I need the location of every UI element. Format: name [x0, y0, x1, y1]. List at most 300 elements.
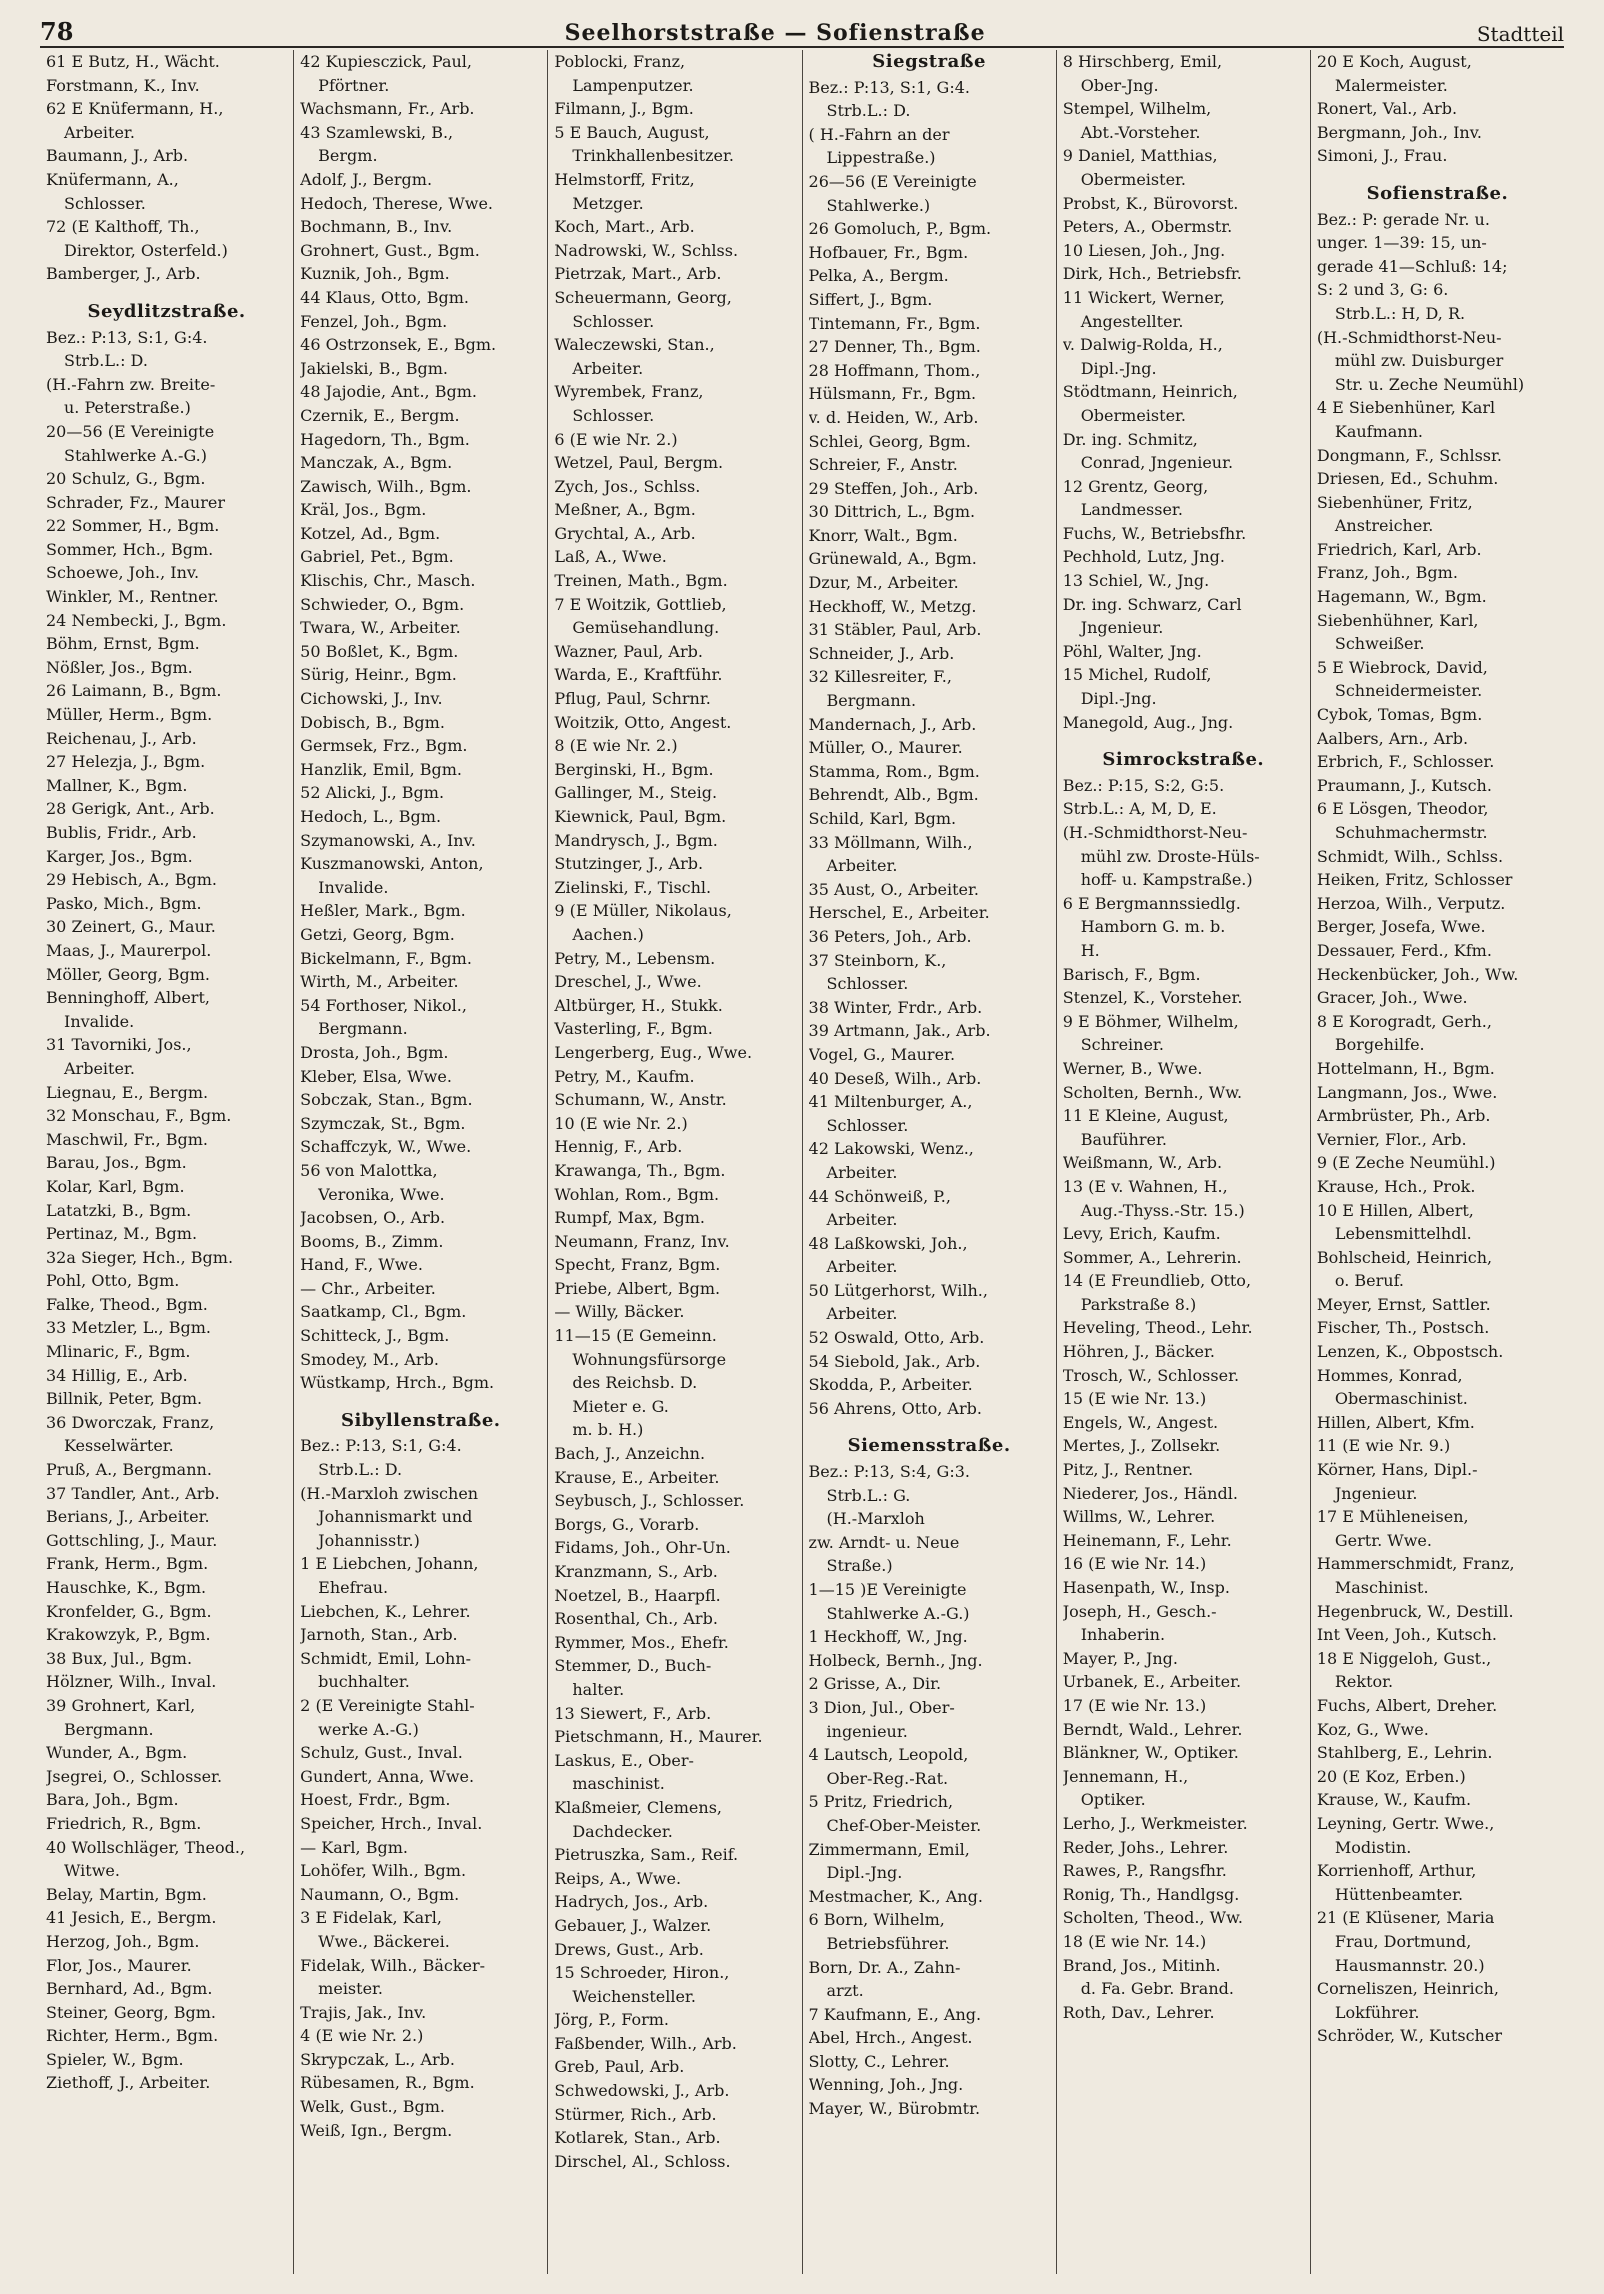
- directory-entry: 31 Tavorniki, Jos.,: [46, 1035, 192, 1055]
- directory-entry: Fuchs, W., Betriebsfhr.: [1062, 523, 1247, 543]
- directory-entry: Stödtmann, Heinrich,: [1062, 382, 1238, 402]
- directory-entry: Herschel, E., Arbeiter.: [808, 903, 990, 923]
- directory-entry: Veronika, Wwe.: [318, 1184, 445, 1204]
- directory-entry: Stahlwerke A.-G.): [826, 1603, 970, 1623]
- directory-entry: 1—15 )E Vereinigte: [808, 1580, 967, 1599]
- directory-entry: Meßner, A., Bgm.: [554, 500, 696, 520]
- directory-entry: Gracer, Joh., Wwe.: [1316, 988, 1468, 1008]
- directory-entry: Hagedorn, Th., Bgm.: [300, 429, 470, 449]
- directory-entry: Greb, Paul, Arb.: [554, 2057, 685, 2077]
- directory-entry: Speicher, Hrch., Inval.: [300, 1813, 483, 1833]
- column-1: [40, 50, 294, 2274]
- directory-entry: Maschwil, Fr., Bgm.: [46, 1129, 209, 1149]
- directory-entry: Jennemann, H.,: [1062, 1766, 1189, 1786]
- directory-entry: Grünewald, A., Bgm.: [808, 549, 977, 569]
- directory-entry: Stutzinger, J., Arb.: [554, 854, 704, 874]
- directory-entry: Hülsmann, Fr., Bgm.: [808, 384, 977, 404]
- street-heading: Siegstraße: [872, 51, 986, 72]
- directory-entry: Knorr, Walt., Bgm.: [808, 525, 958, 545]
- directory-entry: Krause, Hch., Prok.: [1316, 1176, 1476, 1196]
- directory-entry: Ober-Jng.: [1080, 75, 1159, 95]
- directory-entry: Siebenhüner, Fritz,: [1316, 492, 1473, 512]
- directory-entry: Smodey, M., Arb.: [300, 1349, 439, 1369]
- directory-entry: Falke, Theod., Bgm.: [46, 1294, 208, 1314]
- directory-entry: 32 Killesreiter, F.,: [808, 667, 952, 687]
- directory-entry: Kotzel, Ad., Bgm.: [300, 523, 441, 543]
- directory-entry: 26 Gomoluch, P., Bgm.: [808, 219, 992, 239]
- directory-entry: Kranzmann, S., Arb.: [554, 1562, 718, 1581]
- directory-entry: 42 Lakowski, Wenz.,: [808, 1139, 974, 1159]
- directory-entry: Krakowzyk, P., Bgm.: [46, 1625, 211, 1645]
- directory-entry: Booms, B., Zimm.: [300, 1231, 444, 1251]
- directory-entry: Arbeiter.: [572, 358, 644, 378]
- street-heading: Siemensstraße.: [847, 1435, 1011, 1457]
- directory-entry: Meyer, Ernst, Sattler.: [1316, 1294, 1491, 1314]
- directory-entry: Praumann, J., Kutsch.: [1316, 775, 1492, 795]
- directory-entry: Strb.L.: D.: [318, 1460, 403, 1480]
- directory-entry: Pertinaz, M., Bgm.: [46, 1224, 198, 1244]
- directory-entry: Jacobsen, O., Arb.: [300, 1208, 446, 1228]
- directory-entry: v. d. Heiden, W., Arb.: [808, 407, 979, 427]
- directory-entry: Körner, Hans, Dipl.-: [1316, 1460, 1478, 1480]
- directory-entry: Rübesamen, R., Bgm.: [300, 2073, 475, 2093]
- directory-entry: Stemmer, D., Buch-: [554, 1656, 712, 1676]
- directory-entry: Hadrych, Jos., Arb.: [554, 1892, 709, 1912]
- directory-entry: Mayer, P., Jng.: [1062, 1648, 1179, 1668]
- directory-entry: Dr. ing. Schwarz, Carl: [1062, 594, 1242, 614]
- directory-entry: Chef-Ober-Meister.: [826, 1815, 982, 1835]
- directory-entry: 40 Wollschläger, Theod.,: [46, 1837, 246, 1857]
- directory-entry: Lengerberg, Eug., Wwe.: [554, 1042, 753, 1062]
- directory-entry: Benninghoff, Albert,: [46, 988, 210, 1008]
- directory-entry: Dzur, M., Arbeiter.: [808, 573, 959, 593]
- directory-entry: Pasko, Mich., Bgm.: [46, 893, 202, 913]
- street-heading: Simrockstraße.: [1102, 749, 1265, 771]
- directory-entry: Jörg, P., Form.: [554, 2010, 669, 2030]
- directory-entry: Koch, Mart., Arb.: [554, 217, 695, 237]
- directory-entry: Obermeister.: [1080, 405, 1187, 425]
- directory-entry: Rymmer, Mos., Ehefr.: [554, 1632, 729, 1652]
- directory-entry: Bez.: P:13, S:1, G:4.: [808, 77, 970, 97]
- directory-entry: mühl zw. Duisburger: [1334, 351, 1504, 371]
- directory-entry: Billnik, Peter, Bgm.: [46, 1389, 203, 1409]
- directory-entry: 11 (E wie Nr. 9.): [1316, 1436, 1451, 1456]
- directory-entry: Stamma, Rom., Bgm.: [808, 761, 980, 781]
- directory-entry: 22 Sommer, H., Bgm.: [46, 516, 220, 536]
- directory-entry: Bez.: P:13, S:1, G:4.: [46, 327, 208, 347]
- directory-entry: Sürig, Heinr., Bgm.: [300, 665, 457, 685]
- directory-entry: Scheuermann, Georg,: [554, 287, 732, 307]
- directory-entry: Langmann, Jos., Wwe.: [1316, 1082, 1498, 1102]
- directory-entry: Heckenbücker, Joh., Ww.: [1316, 964, 1519, 984]
- directory-entry: m. b. H.): [572, 1420, 644, 1440]
- directory-entry: Wohnungsfürsorge: [572, 1349, 727, 1369]
- directory-entry: 14 (E Freundlieb, Otto,: [1062, 1271, 1252, 1291]
- directory-entry: Pitz, J., Rentner.: [1062, 1460, 1194, 1480]
- directory-entry: 39 Artmann, Jak., Arb.: [808, 1021, 991, 1041]
- directory-entry: Betriebsführer.: [826, 1933, 950, 1953]
- directory-entry: Böhm, Ernst, Bgm.: [46, 634, 200, 654]
- directory-entry: Petry, M., Lebensm.: [554, 948, 716, 968]
- directory-entry: Ober-Reg.-Rat.: [826, 1768, 949, 1788]
- directory-entry: 5 Pritz, Friedrich,: [808, 1792, 954, 1812]
- directory-entry: o. Beruf.: [1334, 1271, 1404, 1291]
- directory-entry: Twara, W., Arbeiter.: [300, 618, 461, 638]
- directory-entry: 48 Jajodie, Ant., Bgm.: [300, 382, 477, 402]
- directory-entry: Sommer, A., Lehrerin.: [1062, 1247, 1242, 1267]
- directory-entry: 3 E Fidelak, Karl,: [300, 1908, 442, 1928]
- directory-entry: Hommes, Konrad,: [1316, 1365, 1463, 1385]
- directory-entry: Hausmannstr. 20.): [1334, 1955, 1485, 1975]
- directory-entry: Fenzel, Joh., Bgm.: [300, 311, 448, 331]
- directory-entry: Lohöfer, Wilh., Bgm.: [300, 1861, 467, 1881]
- directory-entry: Fidelak, Wilh., Bäcker-: [300, 1955, 486, 1975]
- directory-entry: 6 (E wie Nr. 2.): [554, 429, 678, 449]
- directory-entry: Schumann, W., Anstr.: [554, 1090, 727, 1110]
- directory-entry: 36 Peters, Joh., Arb.: [808, 926, 972, 946]
- directory-entry: Int Veen, Joh., Kutsch.: [1316, 1625, 1498, 1645]
- directory-entry: Gundert, Anna, Wwe.: [300, 1766, 475, 1786]
- directory-entry: Schmidt, Emil, Lohn-: [300, 1648, 472, 1668]
- directory-entry: Bernhard, Ad., Bgm.: [46, 1979, 213, 1999]
- directory-entry: 10 Liesen, Joh., Jng.: [1062, 240, 1226, 260]
- directory-entry: Cichowski, J., Inv.: [300, 689, 443, 709]
- directory-entry: Saatkamp, Cl., Bgm.: [300, 1302, 467, 1322]
- directory-entry: Friedrich, R., Bgm.: [46, 1813, 202, 1833]
- directory-entry: Müller, O., Maurer.: [808, 738, 963, 758]
- directory-entry: Lampenputzer.: [572, 75, 694, 95]
- directory-entry: Schmidt, Wilh., Schlss.: [1316, 846, 1504, 866]
- directory-entry: (H.-Schmidthorst-Neu-: [1062, 823, 1248, 842]
- directory-entry: meister.: [318, 1979, 384, 1999]
- directory-entry: Krause, E., Arbeiter.: [554, 1467, 720, 1487]
- directory-entry: Bez.: P:15, S:2, G:5.: [1062, 775, 1225, 795]
- directory-entry: Stempel, Wilhelm,: [1062, 99, 1212, 119]
- directory-entry: 8 E Korogradt, Gerh.,: [1316, 1011, 1492, 1031]
- directory-entry: Hammerschmidt, Franz,: [1316, 1554, 1515, 1574]
- directory-entry: 37 Steinborn, K.,: [808, 950, 947, 970]
- directory-entry: Dr. ing. Schmitz,: [1062, 429, 1198, 449]
- directory-entry: Pelka, A., Bergm.: [808, 266, 949, 286]
- directory-entry: Höhren, J., Bäcker.: [1062, 1342, 1215, 1362]
- directory-entry: Rektor.: [1334, 1672, 1394, 1692]
- directory-entry: Kotlarek, Stan., Arb.: [554, 2128, 721, 2148]
- directory-entry: Bach, J., Anzeichn.: [554, 1444, 706, 1464]
- directory-entry: Arbeiter.: [826, 1162, 898, 1182]
- directory-entry: Adolf, J., Bergm.: [300, 169, 433, 189]
- directory-entry: Reips, A., Wwe.: [554, 1868, 682, 1888]
- directory-entry: 40 Deseß, Wilh., Arb.: [808, 1068, 982, 1088]
- directory-entry: Gottschling, J., Maur.: [46, 1530, 218, 1550]
- directory-entry: Heiken, Fritz, Schlosser: [1316, 870, 1513, 890]
- directory-entry: 9 (E Müller, Nikolaus,: [554, 901, 732, 921]
- directory-entry: Rumpf, Max, Bgm.: [554, 1208, 706, 1228]
- directory-entry: 4 Lautsch, Leopold,: [808, 1745, 969, 1765]
- directory-entry: 43 Szamlewski, B.,: [300, 122, 454, 142]
- running-right: Stadtteil: [1476, 22, 1564, 46]
- directory-entry: 10 (E wie Nr. 2.): [554, 1113, 688, 1133]
- directory-entry: Gebauer, J., Walzer.: [554, 1915, 712, 1935]
- directory-entry: Siebenhühner, Karl,: [1316, 610, 1479, 630]
- directory-entry: 32 Monschau, F., Bgm.: [46, 1106, 232, 1126]
- directory-entry: Zielinski, F., Tischl.: [554, 877, 712, 897]
- directory-entry: Ziethoff, J., Arbeiter.: [46, 2073, 211, 2093]
- directory-entry: Hofbauer, Fr., Bgm.: [808, 242, 969, 262]
- directory-entry: Schlosser.: [826, 1115, 909, 1135]
- directory-entry: Slotty, C., Lehrer.: [808, 2051, 950, 2071]
- directory-entry: Hölzner, Wilh., Inval.: [46, 1672, 217, 1692]
- directory-entry: mühl zw. Droste-Hüls-: [1080, 846, 1260, 866]
- directory-entry: Szymczak, St., Bgm.: [300, 1113, 466, 1133]
- directory-entry: Klischis, Chr., Masch.: [300, 571, 476, 591]
- column-4: [803, 50, 1057, 2274]
- directory-entry: Hand, F., Wwe.: [300, 1255, 423, 1275]
- directory-entry: Gallinger, M., Steig.: [554, 783, 718, 803]
- directory-entry: 2 Grisse, A., Dir.: [808, 1674, 942, 1694]
- directory-entry: Laß, A., Wwe.: [554, 547, 667, 567]
- directory-entry: Seybusch, J., Schlosser.: [554, 1491, 745, 1511]
- directory-entry: — Karl, Bgm.: [300, 1837, 408, 1857]
- directory-entry: Born, Dr. A., Zahn-: [808, 1957, 961, 1977]
- directory-entry: Zimmermann, Emil,: [808, 1839, 970, 1859]
- directory-entry: Bauführer.: [1080, 1129, 1167, 1149]
- directory-entry: 39 Grohnert, Karl,: [46, 1695, 196, 1715]
- directory-entry: 4 E Siebenhüner, Karl: [1316, 398, 1496, 418]
- directory-entry: Sommer, Hch., Bgm.: [46, 539, 214, 559]
- directory-entry: des Reichsb. D.: [572, 1373, 698, 1393]
- directory-entry: Holbeck, Bernh., Jng.: [808, 1650, 983, 1670]
- directory-entry: Peters, A., Obermstr.: [1062, 217, 1233, 237]
- directory-entry: Karger, Jos., Bgm.: [46, 846, 193, 866]
- directory-entry: Mayer, W., Bürobmtr.: [808, 2099, 981, 2119]
- directory-entry: Joseph, H., Gesch.-: [1062, 1601, 1217, 1621]
- directory-entry: Friedrich, Karl, Arb.: [1316, 539, 1482, 559]
- directory-entry: Frau, Dortmund,: [1334, 1931, 1472, 1951]
- directory-entry: 36 Dworczak, Franz,: [46, 1412, 215, 1432]
- directory-entry: Nadrowski, W., Schlss.: [554, 240, 739, 260]
- directory-entry: Dipl.-Jng.: [826, 1863, 903, 1883]
- directory-entry: Warda, E., Kraftführ.: [554, 665, 723, 685]
- directory-entry: Corneliszen, Heinrich,: [1316, 1979, 1499, 1999]
- directory-entry: Schlosser.: [572, 311, 655, 331]
- directory-entry: Bohlscheid, Heinrich,: [1316, 1247, 1493, 1267]
- directory-entry: 24 Nembecki, J., Bgm.: [46, 610, 227, 630]
- directory-entry: Kronfelder, G., Bgm.: [46, 1601, 212, 1621]
- directory-entry: 62 E Knüfermann, H.,: [46, 99, 224, 119]
- street-heading: Seydlitzstraße.: [87, 300, 246, 322]
- directory-entry: 1 Heckhoff, W., Jng.: [808, 1627, 968, 1647]
- directory-entry: 7 Kaufmann, E., Ang.: [808, 2004, 982, 2024]
- directory-entry: Neumann, Franz, Inv.: [554, 1231, 730, 1251]
- directory-entry: Schneider, J., Arb.: [808, 643, 955, 663]
- directory-entry: Arbeiter.: [826, 856, 898, 876]
- directory-entry: Hauschke, K., Bgm.: [46, 1578, 207, 1597]
- directory-entry: Werner, B., Wwe.: [1062, 1058, 1203, 1078]
- directory-entry: 42 Kupiesczick, Paul,: [300, 52, 472, 71]
- directory-entry: Driesen, Ed., Schuhm.: [1316, 469, 1499, 489]
- directory-entry: 13 (E v. Wahnen, H.,: [1062, 1176, 1228, 1196]
- directory-entry: Invalide.: [64, 1011, 135, 1031]
- directory-entry: Flor, Jos., Maurer.: [46, 1955, 192, 1975]
- directory-entry: 6 Born, Wilhelm,: [808, 1910, 945, 1930]
- directory-entry: Berginski, H., Bgm.: [554, 759, 714, 779]
- directory-entry: 26 Laimann, B., Bgm.: [46, 681, 222, 701]
- directory-entry: 15 Schroeder, Hiron.,: [554, 1963, 730, 1983]
- directory-entry: Germsek, Frz., Bgm.: [300, 736, 468, 756]
- directory-entry: Skodda, P., Arbeiter.: [808, 1375, 973, 1395]
- directory-entry: Siffert, J., Bgm.: [808, 289, 933, 309]
- directory-entry: Faßbender, Wilh., Arb.: [554, 2033, 737, 2053]
- directory-entry: Bara, Joh., Bgm.: [46, 1790, 179, 1810]
- directory-entry: Jarnoth, Stan., Arb.: [300, 1625, 458, 1645]
- directory-entry: Reichenau, J., Arb.: [46, 728, 197, 748]
- directory-entry: zw. Arndt- u. Neue: [808, 1532, 960, 1552]
- directory-entry: Altbürger, H., Stukk.: [554, 995, 723, 1015]
- directory-entry: Pietruszka, Sam., Reif.: [554, 1845, 739, 1865]
- directory-entry: Pietrzak, Mart., Arb.: [554, 264, 722, 284]
- directory-entry: Abt.-Vorsteher.: [1080, 122, 1201, 142]
- directory-entry: halter.: [572, 1679, 625, 1699]
- directory-entry: H.: [1080, 940, 1100, 960]
- directory-entry: Mandernach, J., Arb.: [808, 714, 977, 734]
- directory-entry: Bamberger, J., Arb.: [46, 264, 201, 284]
- directory-entry: 34 Hillig, E., Arb.: [46, 1365, 188, 1385]
- directory-entry: Barau, Jos., Bgm.: [46, 1153, 187, 1173]
- directory-entry: Strb.L.: D.: [826, 101, 911, 121]
- directory-entry: 13 Siewert, F., Arb.: [554, 1703, 712, 1723]
- directory-entry: Liebchen, K., Lehrer.: [300, 1601, 471, 1621]
- directory-entry: Krawanga, Th., Bgm.: [554, 1160, 726, 1180]
- directory-entry: arzt.: [826, 1981, 864, 2001]
- directory-entry: Dongmann, F., Schlssr.: [1316, 445, 1502, 465]
- directory-entry: Berians, J., Arbeiter.: [46, 1507, 210, 1527]
- directory-entry: Mertes, J., Zollsekr.: [1062, 1436, 1221, 1456]
- directory-entry: Stahlberg, E., Lehrin.: [1316, 1743, 1493, 1763]
- directory-entry: Rawes, P., Rangsfhr.: [1062, 1861, 1227, 1881]
- directory-entry: Koz, G., Wwe.: [1316, 1719, 1429, 1739]
- directory-entry: Jakielski, B., Bgm.: [300, 358, 448, 378]
- directory-entry: Schwieder, O., Bgm.: [300, 594, 465, 614]
- directory-entry: Modistin.: [1334, 1837, 1412, 1857]
- directory-entry: Stenzel, K., Vorsteher.: [1062, 988, 1243, 1008]
- directory-entry: 29 Steffen, Joh., Arb.: [808, 478, 979, 498]
- directory-entry: 26—56 (E Vereinigte: [808, 171, 977, 191]
- directory-entry: Korrienhoff, Arthur,: [1316, 1861, 1477, 1881]
- directory-entry: 10 E Hillen, Albert,: [1316, 1200, 1474, 1220]
- directory-entry: 18 (E wie Nr. 14.): [1062, 1931, 1207, 1951]
- directory-entry: 3 Dion, Jul., Ober-: [808, 1697, 955, 1717]
- directory-entry: Schreiner.: [1080, 1035, 1164, 1055]
- directory-entry: Levy, Erich, Kaufm.: [1062, 1224, 1221, 1244]
- directory-entry: Ehefrau.: [318, 1578, 389, 1597]
- directory-entry: Pflug, Paul, Schrnr.: [554, 689, 711, 709]
- directory-entry: Kleber, Elsa, Wwe.: [300, 1066, 452, 1086]
- directory-entry: 20 E Koch, August,: [1316, 52, 1472, 71]
- directory-entry: buchhalter.: [318, 1672, 410, 1692]
- directory-entry: Szymanowski, A., Inv.: [300, 830, 476, 850]
- directory-entry: Mallner, K., Bgm.: [46, 775, 188, 795]
- directory-entry: 54 Siebold, Jak., Arb.: [808, 1351, 981, 1371]
- directory-entry: Hanzlik, Emil, Bgm.: [300, 759, 463, 779]
- directory-entry: 37 Tandler, Ant., Arb.: [46, 1483, 220, 1503]
- directory-entry: Arbeiter.: [826, 1257, 898, 1277]
- directory-entry: Zawisch, Wilh., Bgm.: [300, 476, 472, 496]
- directory-entry: 4 (E wie Nr. 2.): [300, 2026, 424, 2046]
- directory-entry: Lenzen, K., Obpostsch.: [1316, 1342, 1504, 1362]
- directory-entry: Gertr. Wwe.: [1334, 1530, 1432, 1550]
- directory-entry: Aachen.): [572, 924, 644, 944]
- directory-entry: 16 (E wie Nr. 14.): [1062, 1554, 1207, 1574]
- directory-entry: Abel, Hrch., Angest.: [808, 2028, 973, 2048]
- directory-entry: 50 Boßlet, K., Bgm.: [300, 641, 459, 661]
- directory-entry: — Willy, Bäcker.: [554, 1302, 685, 1322]
- directory-entry: Hoest, Frdr., Bgm.: [300, 1790, 451, 1810]
- directory-entry: Borgehilfe.: [1334, 1035, 1425, 1055]
- directory-entry: ingenieur.: [826, 1721, 908, 1741]
- directory-entry: 52 Alicki, J., Bgm.: [300, 783, 445, 803]
- directory-entry: Tintemann, Fr., Bgm.: [808, 313, 981, 333]
- directory-entry: gerade 41—Schluß: 14;: [1316, 256, 1508, 276]
- directory-entry: Schlosser.: [826, 974, 909, 994]
- directory-entry: S: 2 und 3, G: 6.: [1316, 280, 1449, 300]
- directory-entry: 1 E Liebchen, Johann,: [300, 1554, 479, 1574]
- directory-entry: Franz, Joh., Bgm.: [1316, 563, 1458, 583]
- directory-entry: Jngenieur.: [1080, 618, 1164, 638]
- directory-entry: Arbeiter.: [826, 1210, 898, 1230]
- directory-entry: 13 Schiel, W., Jng.: [1062, 571, 1210, 591]
- directory-entry: (H.-Fahrn zw. Breite-: [46, 374, 216, 394]
- directory-entry: Aalbers, Arn., Arb.: [1316, 728, 1469, 748]
- directory-entry: Lippestraße.): [826, 148, 936, 168]
- directory-entry: Brand, Jos., Mitinh.: [1062, 1955, 1221, 1975]
- directory-entry: Manczak, A., Bgm.: [300, 453, 453, 473]
- directory-entry: Probst, K., Bürovorst.: [1062, 193, 1239, 213]
- directory-entry: Malermeister.: [1334, 75, 1448, 95]
- directory-entry: 56 Ahrens, Otto, Arb.: [808, 1398, 982, 1418]
- directory-entry: Leyning, Gertr. Wwe.,: [1316, 1813, 1495, 1833]
- directory-entry: 17 E Mühleneisen,: [1316, 1507, 1469, 1527]
- directory-entry: Baumann, J., Arb.: [46, 146, 189, 166]
- directory-entry: 38 Winter, Frdr., Arb.: [808, 997, 983, 1017]
- directory-entry: Pechhold, Lutz, Jng.: [1062, 547, 1225, 567]
- directory-entry: Schlosser.: [64, 193, 146, 213]
- directory-entry: Schoewe, Joh., Inv.: [46, 563, 200, 583]
- street-heading: Sibyllenstraße.: [340, 1409, 501, 1431]
- directory-entry: Poblocki, Franz,: [554, 52, 686, 71]
- directory-entry: Naumann, O., Bgm.: [300, 1884, 460, 1904]
- directory-entry: Maschinist.: [1334, 1578, 1429, 1597]
- directory-entry: Anstreicher.: [1334, 516, 1434, 536]
- directory-entry: Wazner, Paul, Arb.: [554, 641, 703, 661]
- directory-entry: — Chr., Arbeiter.: [300, 1278, 436, 1298]
- directory-entry: Lebensmittelhdl.: [1334, 1224, 1472, 1244]
- directory-entry: Ronig, Th., Handlgsg.: [1062, 1884, 1240, 1904]
- directory-entry: Hottelmann, H., Bgm.: [1316, 1058, 1495, 1078]
- running-title: Seelhorststraße — Sofienstraße: [564, 20, 986, 46]
- directory-entry: 44 Schönweiß, P.,: [808, 1186, 951, 1206]
- directory-entry: Strb.L.: A, M, D, E.: [1062, 799, 1217, 819]
- directory-entry: Dreschel, J., Wwe.: [554, 972, 702, 992]
- directory-entry: Drews, Gust., Arb.: [554, 1939, 704, 1959]
- directory-entry: Treinen, Math., Bgm.: [554, 571, 728, 591]
- directory-entry: Ronert, Val., Arb.: [1316, 99, 1458, 119]
- directory-entry: Wirth, M., Arbeiter.: [300, 972, 459, 992]
- directory-entry: Weißmann, W., Arb.: [1062, 1153, 1223, 1173]
- directory-entry: Lerho, J., Werkmeister.: [1062, 1813, 1248, 1833]
- directory-entry: 56 von Malottka,: [300, 1160, 438, 1180]
- directory-entry: 27 Denner, Th., Bgm.: [808, 337, 981, 357]
- directory-entry: Schröder, W., Kutscher: [1316, 2026, 1502, 2046]
